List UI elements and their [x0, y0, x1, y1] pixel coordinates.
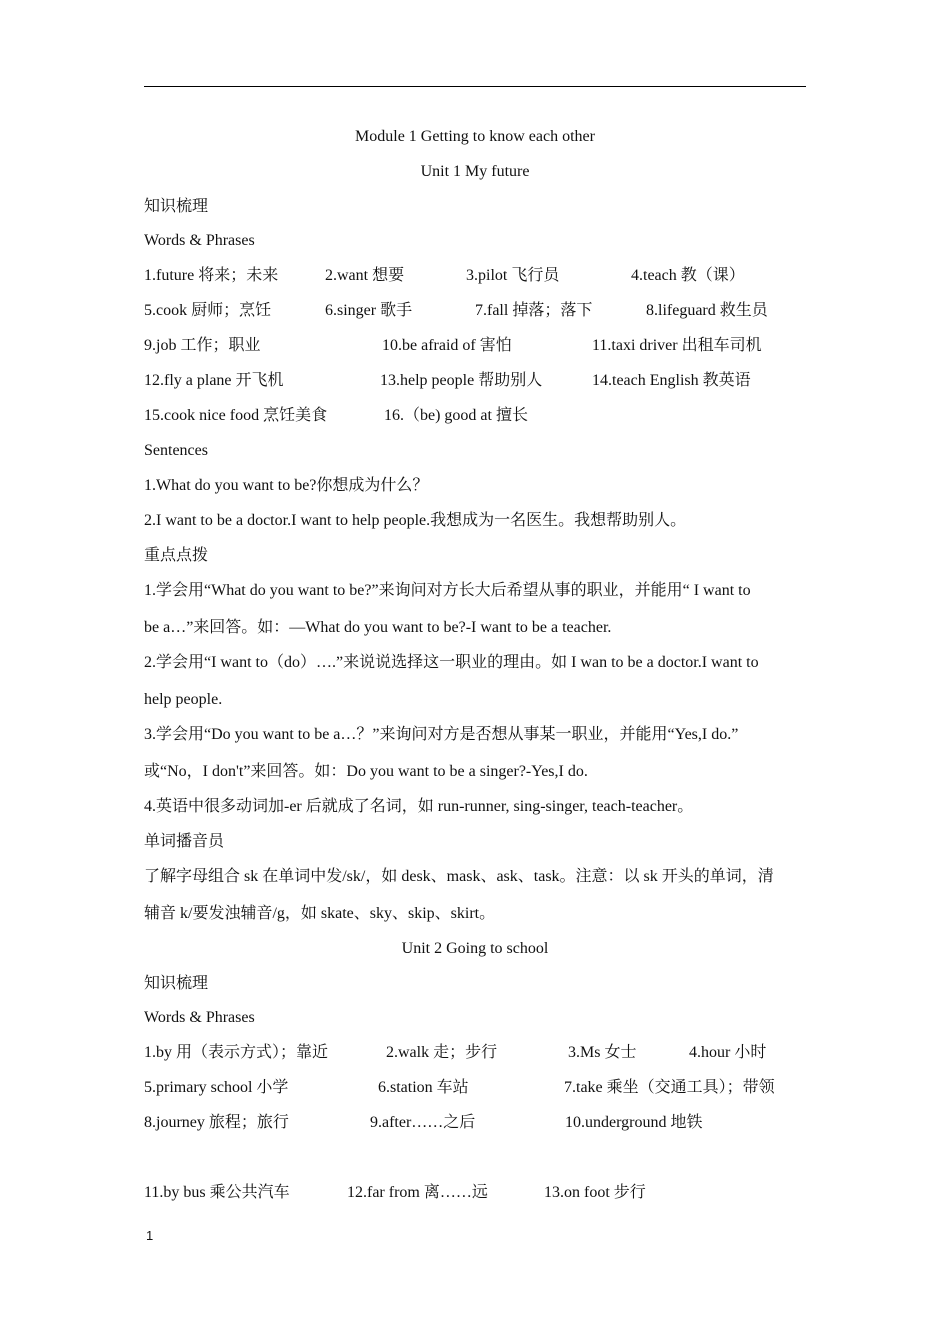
sentence-item: 1.What do you want to be?你想成为什么？ — [144, 477, 429, 494]
word-item: 10.underground 地铁 — [565, 1114, 703, 1131]
word-item: 11.taxi driver 出租车司机 — [592, 337, 762, 354]
header-rule — [144, 86, 806, 87]
key-point-line: help people. — [144, 691, 223, 708]
key-point-line: 4.英语中很多动词加-er 后就成了名词，如 run-runner, sing-singer, teach-teacher。 — [144, 798, 694, 815]
word-item: 4.hour 小时 — [689, 1044, 767, 1061]
word-item: 13.on foot 步行 — [544, 1184, 646, 1201]
word-item: 10.be afraid of 害怕 — [382, 337, 512, 354]
word-item: 6.singer 歌手 — [325, 302, 413, 319]
key-point-line: 1.学会用“What do you want to be?”来询问对方长大后希望从事的职业，并能用“ I want to — [144, 582, 751, 599]
word-item: 3.pilot 飞行员 — [466, 267, 560, 284]
phonics-heading: 单词播音员 — [144, 833, 225, 850]
key-point-line: be a…”来回答。如：—What do you want to be?-I want to be a teacher. — [144, 619, 612, 636]
key-point-line: 3.学会用“Do you want to be a…？”来询问对方是否想从事某一职业，并能用“Yes,I do.” — [144, 726, 739, 743]
word-item: 8.lifeguard 救生员 — [646, 302, 768, 319]
unit2-summary-heading: 知识梳理 — [144, 975, 209, 992]
word-item: 8.journey 旅程；旅行 — [144, 1114, 289, 1131]
unit2-words-heading: Words & Phrases — [144, 1009, 255, 1026]
word-item: 5.primary school 小学 — [144, 1079, 289, 1096]
unit1-summary-heading: 知识梳理 — [144, 198, 209, 215]
key-point-line: 或“No，I don't”来回答。如：Do you want to be a singer?-Yes,I do. — [144, 763, 588, 780]
unit1-sentences-heading: Sentences — [144, 442, 208, 459]
key-points-heading: 重点点拨 — [144, 547, 209, 564]
module-title: Module 1 Getting to know each other — [355, 128, 595, 145]
word-item: 9.job 工作；职业 — [144, 337, 261, 354]
word-item: 7.take 乘坐（交通工具）；带领 — [564, 1079, 775, 1096]
unit1-title: Unit 1 My future — [420, 163, 530, 180]
word-item: 15.cook nice food 烹饪美食 — [144, 407, 328, 424]
word-item: 3.Ms 女士 — [568, 1044, 637, 1061]
word-item: 6.station 车站 — [378, 1079, 469, 1096]
word-item: 2.walk 走；步行 — [386, 1044, 498, 1061]
word-item: 2.want 想要 — [325, 267, 405, 284]
word-item: 11.by bus 乘公共汽车 — [144, 1184, 290, 1201]
word-item: 9.after……之后 — [370, 1114, 476, 1131]
word-item: 1.by 用（表示方式）；靠近 — [144, 1044, 329, 1061]
key-point-line: 2.学会用“I want to（do）….”来说说选择这一职业的理由。如 I wan to be a doctor.I want to — [144, 654, 759, 671]
phonics-line: 辅音 k/要发浊辅音/g，如 skate、sky、skip、skirt。 — [144, 905, 496, 922]
unit1-words-heading: Words & Phrases — [144, 232, 255, 249]
word-item: 4.teach 教（课） — [631, 267, 745, 284]
phonics-line: 了解字母组合 sk 在单词中发/sk/，如 desk、mask、ask、task。注意：以 sk 开头的单词，清 — [144, 868, 774, 885]
word-item: 12.far from 离……远 — [347, 1184, 488, 1201]
word-item: 13.help people 帮助别人 — [380, 372, 543, 389]
word-item: 7.fall 掉落；落下 — [475, 302, 593, 319]
page-number: 1 — [146, 1228, 154, 1243]
word-item: 1.future 将来；未来 — [144, 267, 279, 284]
sentence-item: 2.I want to be a doctor.I want to help people.我想成为一名医生。我想帮助别人。 — [144, 512, 687, 529]
word-item: 14.teach English 教英语 — [592, 372, 751, 389]
word-item: 12.fly a plane 开飞机 — [144, 372, 284, 389]
word-item: 16.（be) good at 擅长 — [384, 407, 528, 424]
word-item: 5.cook 厨师；烹饪 — [144, 302, 272, 319]
unit2-title: Unit 2 Going to school — [401, 940, 549, 957]
